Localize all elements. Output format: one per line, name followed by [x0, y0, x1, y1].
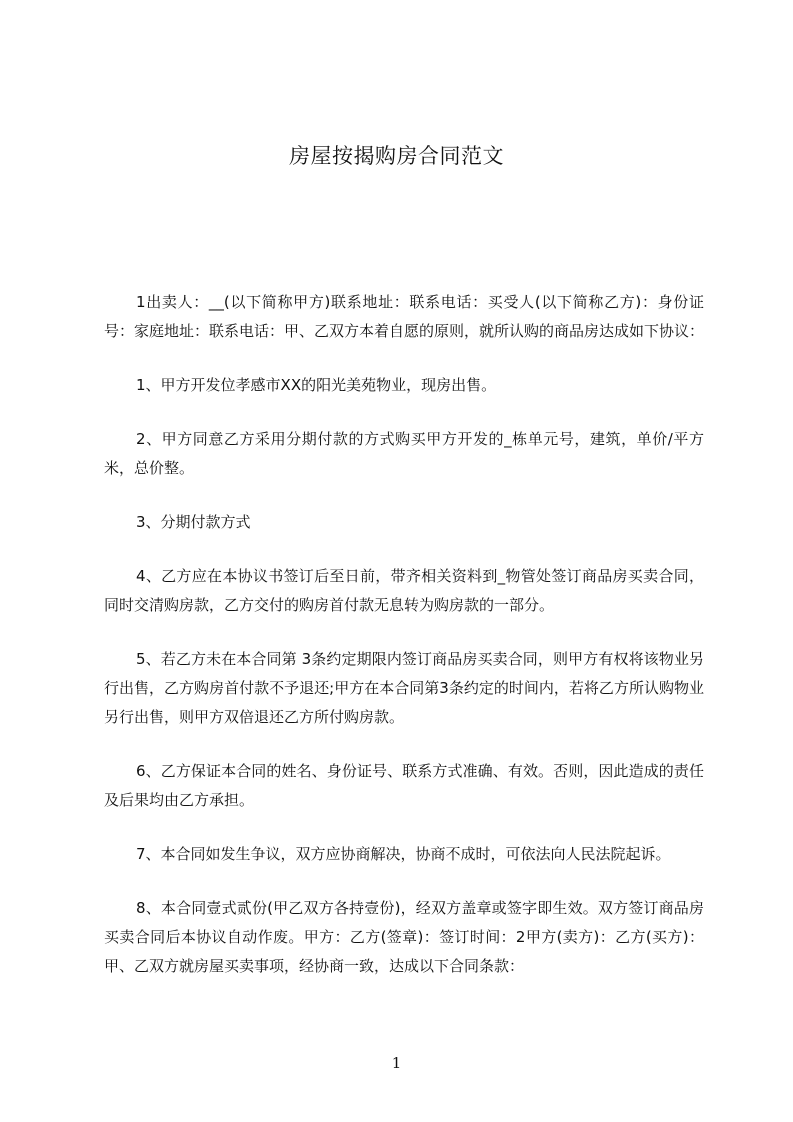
paragraph-clause-4: 4、乙方应在本协议书签订后至日前，带齐相关资料到_物管处签订商品房买卖合同，同时交清购房款，乙方交付的购房首付款无息转为购房款的一部分。 [104, 567, 704, 614]
document-body [104, 288, 704, 1006]
paragraph-clause-5: 5、若乙方未在本合同第 3条约定期限内签订商品房买卖合同，则甲方有权将该物业另行出售，乙方购房首付款不予退还;甲方在本合同第3条约定的时间内，若将乙方所认购物业另行出售，则甲方双倍退还乙方所付购房款。 [104, 650, 704, 726]
paragraph-clause-2: 2、甲方同意乙方采用分期付款的方式购买甲方开发的_栋单元号，建筑，单价/平方米，总价整。 [104, 430, 704, 477]
page-number: 1 [391, 1054, 402, 1072]
paragraph-clause-7: 7、本合同如发生争议，双方应协商解决，协商不成时，可依法向人民法院起诉。 [136, 845, 671, 863]
paragraph-clause-1: 1、甲方开发位孝感市XX的阳光美苑物业，现房出售。 [136, 376, 497, 394]
paragraph-clause-3: 3、分期付款方式 [136, 513, 251, 531]
paragraph-clause-8: 8、本合同壹式贰份(甲乙双方各持壹份)，经双方盖章或签字即生效。双方签订商品房买卖合同后本协议自动作废。甲方：乙方(签章)：签订时间：2甲方(卖方)：乙方(买方)：甲、乙双方就房屋买卖事项，经协商一致，达成以下合同条款： [104, 899, 704, 975]
paragraph-parties: 1出卖人：__(以下简称甲方)联系地址：联系电话：买受人(以下简称乙方)：身份证号：家庭地址：联系电话：甲、乙双方本着自愿的原则，就所认购的商品房达成如下协议： [104, 293, 705, 340]
paragraph-clause-6: 6、乙方保证本合同的姓名、身份证号、联系方式准确、有效。否则，因此造成的责任及后果均由乙方承担。 [104, 762, 704, 809]
document-title: 房屋按揭购房合同范文 [289, 144, 504, 168]
